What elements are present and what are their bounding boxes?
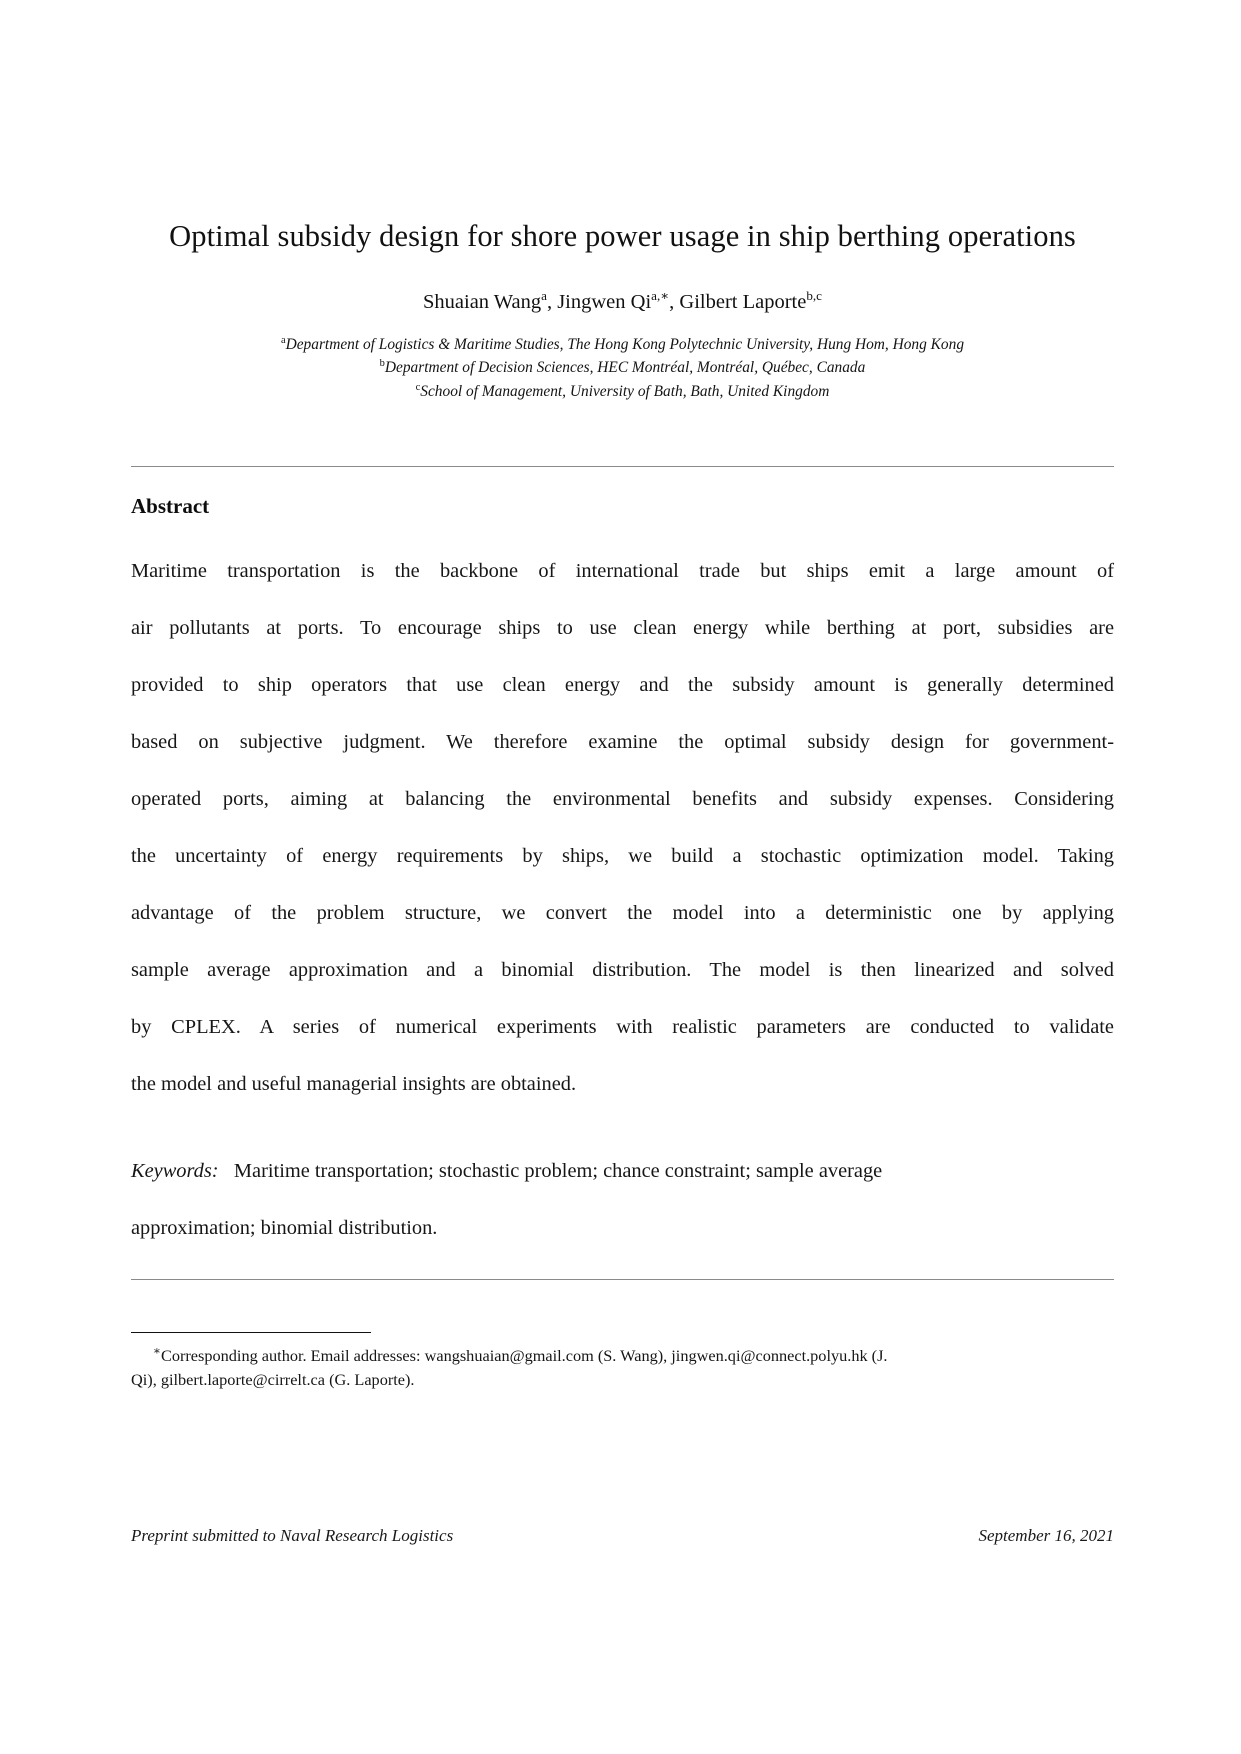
affiliation-mark-b: b (379, 358, 385, 370)
keywords-second-line: approximation; binomial distribution. (131, 1217, 438, 1240)
author-separator-1: , (546, 291, 558, 314)
footnote-area (131, 1332, 1114, 1391)
footnote-rule (131, 1332, 371, 1333)
affiliation-list (131, 333, 1114, 403)
abstract-line: air pollutants at ports. To encourage ships to use clean energy while berthing at port, subsidies are (131, 617, 1114, 640)
author-list (131, 289, 1114, 316)
keywords-first-line (131, 1143, 1114, 1200)
abstract-paragraph (131, 543, 1114, 1113)
abstract-line: provided to ship operators that use clean energy and the subsidy amount is generally determined (131, 674, 1114, 697)
affiliation-b (131, 356, 1114, 379)
author-name-3: Gilbert Laporte (679, 291, 807, 314)
author-name-1: Shuaian Wang (423, 291, 542, 314)
footnote-text (131, 1344, 1114, 1391)
abstract-bottom-rule (131, 1279, 1114, 1280)
affiliation-a (131, 333, 1114, 356)
keywords-section (131, 1143, 1114, 1257)
page-footer (131, 1526, 1114, 1546)
page-title: Optimal subsidy design for shore power usage in ship berthing operations (169, 219, 1076, 253)
abstract-line: operated ports, aiming at balancing the environmental benefits and subsidy expenses. Considering (131, 788, 1114, 811)
paper-content (131, 0, 1114, 1280)
author-name-2: Jingwen Qi (557, 291, 652, 314)
keywords-label: Keywords: (131, 1160, 219, 1183)
footnote-line-2: Qi), gilbert.laporte@cirrelt.ca (G. Laporte). (131, 1369, 415, 1389)
footnote-line-1 (131, 1344, 1114, 1368)
abstract-line: sample average approximation and a binomial distribution. The model is then linearized and solved (131, 959, 1114, 982)
author-affiliation-mark-2: a,∗ (651, 288, 670, 304)
abstract-body (131, 543, 1114, 1113)
abstract-line: Maritime transportation is the backbone of international trade but ships emit a large amount of (131, 560, 1114, 583)
footnote-line-1-text: Corresponding author. Email addresses: wangshuaian@gmail.com (S. Wang), jingwen.qi@connect.polyu.hk (J. (160, 1346, 888, 1365)
footer-date: September 16, 2021 (978, 1526, 1114, 1545)
footnote-mark: ∗ (153, 1344, 161, 1358)
author-separator-2: , (669, 291, 680, 314)
abstract-heading: Abstract (131, 494, 210, 519)
footer-preprint-note: Preprint submitted to Naval Research Logistics (131, 1526, 454, 1545)
abstract-line: advantage of the problem structure, we convert the model into a deterministic one by applying (131, 902, 1114, 925)
keywords-values-line-1: Maritime transportation; stochastic problem; chance constraint; sample average (233, 1160, 883, 1183)
affiliation-text-c: School of Management, University of Bath, Bath, United Kingdom (420, 382, 830, 400)
abstract-line: based on subjective judgment. We therefore examine the optimal subsidy design for government- (131, 731, 1114, 754)
affiliation-text-b: Department of Decision Sciences, HEC Montréal, Montréal, Québec, Canada (384, 359, 866, 377)
affiliation-mark-a: a (280, 334, 286, 346)
affiliation-text-a: Department of Logistics & Maritime Studies, The Hong Kong Polytechnic University, Hung Hom, Hong Kong (285, 335, 965, 353)
affiliation-c (131, 380, 1114, 403)
abstract-line: the model and useful managerial insights are obtained. (131, 1073, 577, 1096)
affiliation-mark-c: c (415, 381, 421, 393)
author-affiliation-mark-1: a (541, 288, 547, 304)
abstract-top-rule (131, 466, 1114, 467)
abstract-line: by CPLEX. A series of numerical experiments with realistic parameters are conducted to validate (131, 1016, 1114, 1039)
abstract-line: the uncertainty of energy requirements by ships, we build a stochastic optimization model. Taking (131, 845, 1114, 868)
author-affiliation-mark-3: b,c (806, 288, 822, 304)
